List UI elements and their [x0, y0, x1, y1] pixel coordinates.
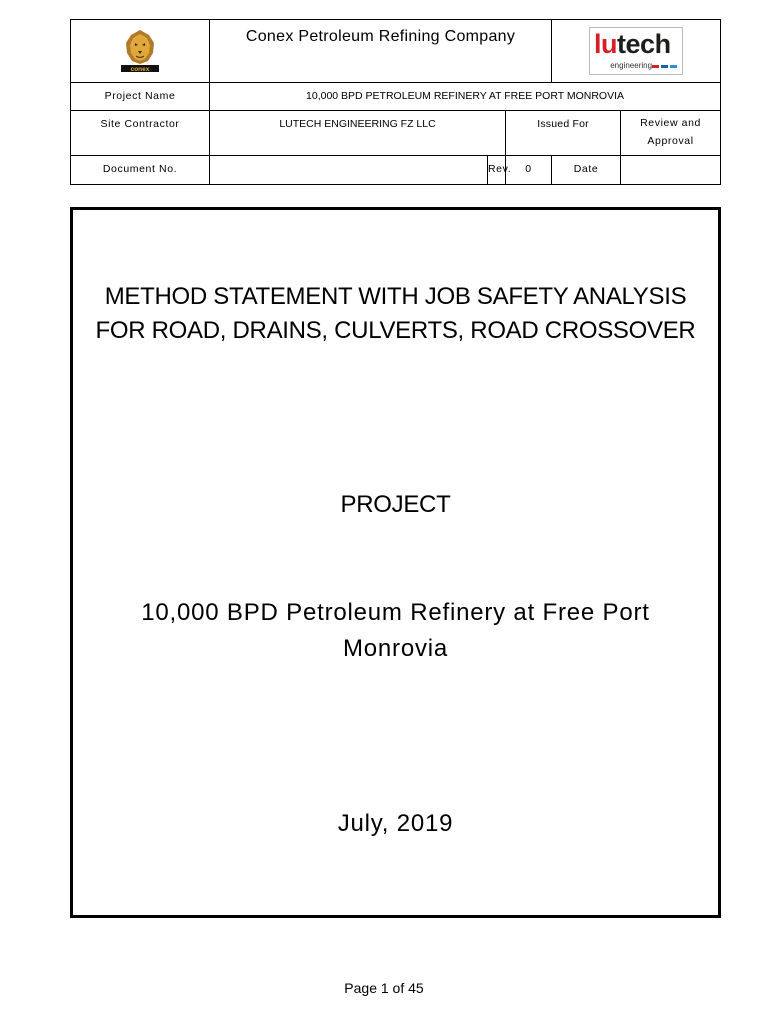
- lutech-logo-lu: lu: [594, 28, 618, 59]
- issued-for-value-line2: Approval: [647, 134, 694, 147]
- conex-lion-logo-icon: [116, 27, 164, 73]
- company-name: Conex Petroleum Refining Company: [210, 20, 552, 83]
- project-name-value: 10,000 BPD PETROLEUM REFINERY AT FREE PORT MONROVIA: [210, 83, 721, 110]
- issued-for-label: Issued For: [506, 110, 621, 155]
- lutech-logo-tagline: engineering: [610, 60, 653, 70]
- site-contractor-label: Site Contractor: [71, 110, 210, 155]
- document-no-value: [210, 155, 488, 184]
- project-name-line1: 10,000 BPD Petroleum Refinery at Free Port: [141, 599, 650, 626]
- document-title: [73, 280, 718, 348]
- document-title-line1: METHOD STATEMENT WITH JOB SAFETY ANALYSIS: [104, 283, 687, 310]
- conex-logo-cell: [71, 20, 210, 83]
- project-name: [73, 595, 718, 667]
- lutech-logo-cell: [552, 20, 721, 83]
- lutech-logo-icon: [589, 27, 683, 75]
- lutech-logo-tech: tech: [617, 28, 671, 59]
- project-heading: PROJECT: [340, 491, 451, 518]
- rev-value: 0: [506, 155, 552, 184]
- issued-for-value: [621, 110, 721, 155]
- conex-logo-text: conex: [130, 65, 150, 73]
- cover-content-box: [70, 207, 721, 918]
- project-name-line2: Monrovia: [342, 635, 449, 662]
- issued-for-value-line1: Review and: [640, 116, 701, 129]
- document-no-label: Document No.: [71, 155, 210, 184]
- date-label: Date: [552, 155, 621, 184]
- page-number: Page 1 of 45: [344, 980, 424, 996]
- lutech-logo-bars: [652, 65, 677, 68]
- document-title-line2: FOR ROAD, DRAINS, CULVERTS, ROAD CROSSOVER: [95, 317, 696, 344]
- date-value: [621, 155, 721, 184]
- document-date: July, 2019: [337, 810, 454, 837]
- rev-label: Rev.: [488, 155, 506, 184]
- site-contractor-value: LUTECH ENGINEERING FZ LLC: [210, 110, 506, 155]
- document-header-table: [70, 19, 721, 185]
- project-name-label: Project Name: [71, 83, 210, 110]
